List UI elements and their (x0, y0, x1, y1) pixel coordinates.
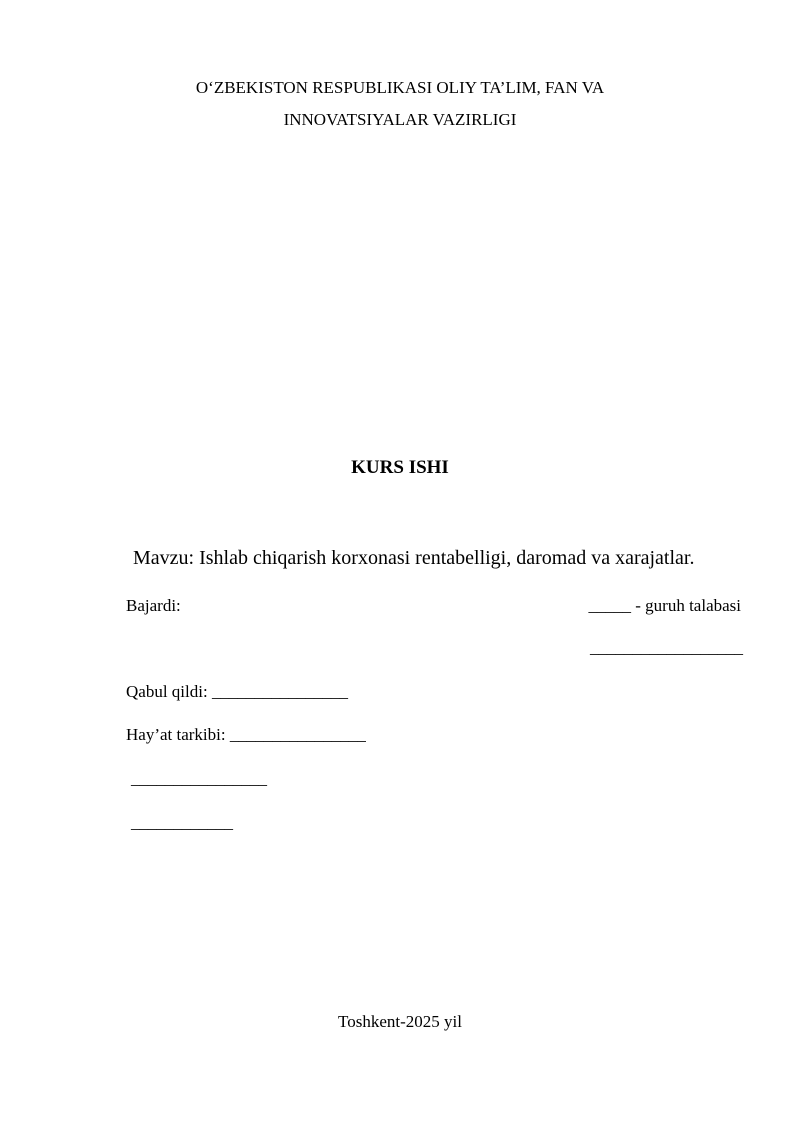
group-student-line: _____ - guruh talabasi (588, 596, 741, 615)
committee-line: Hay’at tarkibi: ________________ (126, 725, 366, 744)
city-year: Toshkent-2025 yil (338, 1012, 462, 1031)
ministry-name-line-1: O‘ZBEKISTON RESPUBLIKASI OLIY TA’LIM, FAN VA (195, 78, 605, 97)
accepted-by-line: Qabul qildi: ________________ (126, 682, 348, 701)
document-title: KURS ISHI (351, 457, 449, 478)
topic-line: Mavzu: Ishlab chiqarish korxonasi rentabelligi, daromad va xarajatlar. (133, 547, 695, 569)
committee-member-blank-1: ________________ (131, 769, 267, 788)
performed-by-label: Bajardi: (126, 596, 181, 615)
committee-member-blank-2: ____________ (131, 813, 233, 832)
ministry-name-line-2: INNOVATSIYALAR VAZIRLIGI (283, 110, 517, 129)
student-name-blank: __________________ (590, 638, 743, 657)
